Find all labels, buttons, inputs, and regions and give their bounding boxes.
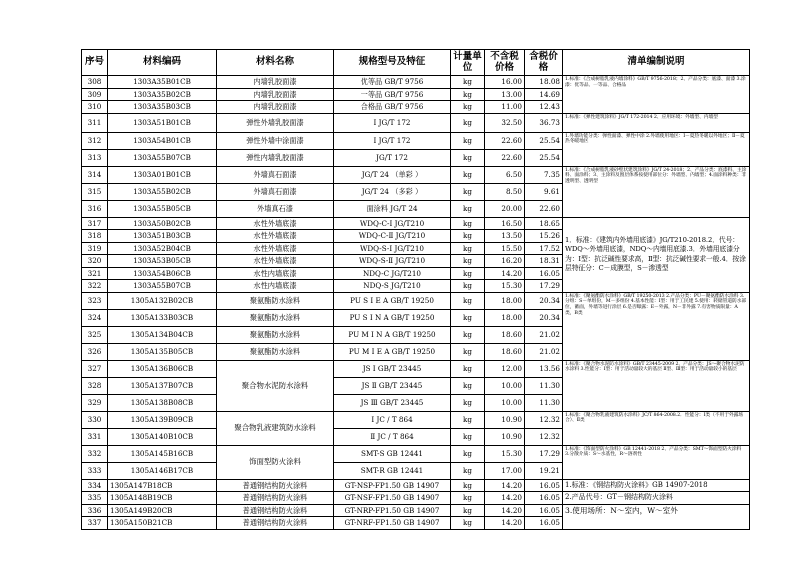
cell-price-ex: 10.00 (485, 377, 525, 394)
cell-unit: kg (451, 267, 485, 280)
cell-name: 外墙真石面漆 (217, 183, 334, 200)
cell-unit: kg (451, 377, 485, 394)
cell-seq: 334 (82, 479, 108, 492)
table-row (82, 504, 750, 517)
cell-spec: JG/T 172 (334, 149, 451, 166)
cell-price-in: 15.26 (525, 230, 563, 243)
cell-code: 1303A55B07CB (108, 149, 217, 166)
header-code: 材料编码 (108, 50, 217, 76)
note-cell: 1.外墙功能分类：弹性面漆、弹性中涂 2.外墙使用地区：Ⅰ－夏热冬暖以外地区；Ⅱ－夏热冬暖地区 (563, 132, 750, 166)
cell-name: 聚氨酯防水涂料 (217, 343, 334, 360)
cell-name: 弹性外墙乳胶面漆 (217, 113, 334, 132)
cell-code: 1305A146B17CB (108, 462, 217, 479)
cell-unit: kg (451, 88, 485, 101)
cell-unit: kg (451, 113, 485, 132)
cell-price-ex: 15.30 (485, 445, 525, 462)
cell-price-in: 22.60 (525, 200, 563, 217)
cell-seq: 337 (82, 517, 108, 530)
note-cell: 1.标准：《合成树脂乳液内墙涂料》GB/T 9756-2018；2、产品分类：底漆、面漆 3.涂漆：优等品、一等品、合格品 (563, 76, 750, 114)
cell-unit: kg (451, 280, 485, 293)
cell-spec: PU M I N A GB/T 19250 (334, 326, 451, 343)
cell-unit: kg (451, 255, 485, 268)
cell-price-in: 18.65 (525, 217, 563, 230)
cell-unit: kg (451, 394, 485, 411)
cell-price-ex: 14.20 (485, 517, 525, 530)
table-row (82, 479, 750, 492)
cell-spec: SMT-S GB 12441 (334, 445, 451, 462)
cell-unit: kg (451, 292, 485, 309)
note-cell: 1.标准：《聚合物乳液建筑防水涂料》JC/T 864-2008.2．性能分：Ⅰ类（不用于外露场合）、Ⅱ类 (563, 411, 750, 445)
note-cell: 1．标准：《建筑内外墙用底漆》JG/T210-2018.2．代号：WDQ～外墙用底漆，NDQ～内墙用底漆.3．外墙用底漆分为：Ⅰ型：抗泛碱性要求高，Ⅱ型：抗泛碱性要求一般.4．按涂层特征分：C－成膜型，S－渗透型 (563, 217, 750, 292)
cell-price-in: 12.32 (525, 411, 563, 428)
cell-name: 水性外墙底漆 (217, 217, 334, 230)
cell-name: 内墙乳胶面漆 (217, 101, 334, 114)
cell-price-in: 19.21 (525, 462, 563, 479)
cell-code: 1305A150B21CB (108, 517, 217, 530)
cell-code: 1305A148B19CB (108, 492, 217, 505)
cell-code: 1303A55B05CB (108, 200, 217, 217)
cell-name: 外墙真石漆 (217, 200, 334, 217)
cell-price-in: 21.02 (525, 326, 563, 343)
note-cell: 1.标准：《聚氨酯防水涂料》GB/T 19250-2013 2.产品分类：PU－聚氨酯防水涂料 3.分组：S－单组份，M－多组份 4.基本性能：Ⅰ型：用于工民建 5.使用：转储管道防水部位，蓄面，外墙等进行涂层 6.是否曝露：E－外露，N－非外露 7.有害物质限量：A类，B类 (563, 292, 750, 360)
cell-price-in: 16.05 (525, 267, 563, 280)
cell-spec: JG/T 24 （多彩 ） (334, 183, 451, 200)
cell-name-merged: 聚合物水泥防水涂料 (217, 360, 334, 411)
header-spec: 规格型号及特征 (334, 50, 451, 76)
material-price-table (81, 49, 750, 530)
table-row (82, 292, 750, 309)
table-header-row (82, 50, 750, 76)
cell-price-in: 16.05 (525, 479, 563, 492)
cell-code: 1305A145B16CB (108, 445, 217, 462)
cell-price-ex: 13.50 (485, 230, 525, 243)
cell-spec: Ⅰ JC / T 864 (334, 411, 451, 428)
cell-seq: 323 (82, 292, 108, 309)
cell-spec: WDQ-C-Ⅱ JG/T210 (334, 230, 451, 243)
cell-code: 1303A55B07CB (108, 280, 217, 293)
cell-seq: 321 (82, 267, 108, 280)
table-row (82, 492, 750, 505)
cell-price-in: 17.29 (525, 280, 563, 293)
cell-seq: 327 (82, 360, 108, 377)
cell-unit: kg (451, 411, 485, 428)
cell-seq: 333 (82, 462, 108, 479)
cell-spec: JS Ⅰ GB/T 23445 (334, 360, 451, 377)
cell-spec: 优等品 GB/T 9756 (334, 76, 451, 89)
cell-unit: kg (451, 326, 485, 343)
cell-code: 1303A53B05CB (108, 255, 217, 268)
cell-name-merged: 饰面型防火涂料 (217, 445, 334, 479)
cell-spec: NDQ-C JG/T210 (334, 267, 451, 280)
cell-price-ex: 14.20 (485, 492, 525, 505)
cell-unit: kg (451, 230, 485, 243)
cell-code: 1303A35B02CB (108, 88, 217, 101)
cell-unit: kg (451, 200, 485, 217)
cell-price-in: 16.05 (525, 492, 563, 505)
cell-code: 1305A140B10CB (108, 428, 217, 445)
cell-code: 1305A149B20CB (108, 504, 217, 517)
cell-unit: kg (451, 360, 485, 377)
cell-seq: 322 (82, 280, 108, 293)
cell-spec: WDQ-C-Ⅰ JG/T210 (334, 217, 451, 230)
cell-seq: 308 (82, 76, 108, 89)
cell-code: 1303A52B04CB (108, 242, 217, 255)
cell-spec: NDQ-S JG/T210 (334, 280, 451, 293)
cell-price-in: 12.32 (525, 428, 563, 445)
cell-price-ex: 13.00 (485, 88, 525, 101)
cell-unit: kg (451, 242, 485, 255)
cell-price-in: 12.43 (525, 101, 563, 114)
cell-price-in: 11.30 (525, 394, 563, 411)
table-row (82, 113, 750, 132)
cell-code: 1305A137B07CB (108, 377, 217, 394)
table-row (82, 445, 750, 462)
cell-name: 内墙乳胶面漆 (217, 88, 334, 101)
table-row (82, 217, 750, 230)
cell-spec: GT-NSP-FP1.50 GB 14907 (334, 479, 451, 492)
cell-spec: JS Ⅱ GB/T 23445 (334, 377, 451, 394)
cell-name: 普通钢结构防火涂料 (217, 479, 334, 492)
cell-price-in: 21.02 (525, 343, 563, 360)
cell-name: 普通钢结构防火涂料 (217, 504, 334, 517)
cell-price-ex: 16.00 (485, 76, 525, 89)
cell-price-ex: 8.50 (485, 183, 525, 200)
cell-price-in: 18.08 (525, 76, 563, 89)
cell-price-ex: 14.20 (485, 504, 525, 517)
cell-unit: kg (451, 492, 485, 505)
cell-spec: SMT-R GB 12441 (334, 462, 451, 479)
cell-unit: kg (451, 76, 485, 89)
cell-unit: kg (451, 166, 485, 183)
cell-price-in: 25.54 (525, 132, 563, 149)
cell-unit: kg (451, 504, 485, 517)
cell-unit: kg (451, 517, 485, 530)
cell-spec: 一等品 GB/T 9756 (334, 88, 451, 101)
cell-name: 外墙真石面漆 (217, 166, 334, 183)
table-row (82, 76, 750, 89)
cell-seq: 312 (82, 132, 108, 149)
cell-price-ex: 14.20 (485, 479, 525, 492)
cell-code: 1303A51B01CB (108, 113, 217, 132)
cell-unit: kg (451, 132, 485, 149)
cell-seq: 332 (82, 445, 108, 462)
cell-spec: I JG/T 172 (334, 132, 451, 149)
cell-name: 水性内墙底漆 (217, 267, 334, 280)
cell-spec: JG/T 24 （单彩 ） (334, 166, 451, 183)
cell-price-ex: 18.60 (485, 343, 525, 360)
cell-seq: 315 (82, 183, 108, 200)
cell-name: 水性外墙底漆 (217, 255, 334, 268)
cell-unit: kg (451, 462, 485, 479)
cell-seq: 318 (82, 230, 108, 243)
cell-price-ex: 10.00 (485, 394, 525, 411)
table-row (82, 132, 750, 149)
cell-code: 1305A138B08CB (108, 394, 217, 411)
cell-spec: GT-NSF-FP1.50 GB 14907 (334, 492, 451, 505)
note-cell: 1.标准：《聚合物水泥防水涂料》GB/T 23445-2009 2、产品分类：JS～聚合物水泥防水涂料 3.性能分：Ⅰ型：用于活动量较大的基层 Ⅱ型、Ⅲ型：用于活动量较小的基层 (563, 360, 750, 411)
note-cell: 1.标准：《钢结构防火涂料》GB 14907-2018 (563, 479, 750, 492)
cell-unit: kg (451, 343, 485, 360)
cell-spec: PU S I N A GB/T 19250 (334, 309, 451, 326)
cell-price-in: 17.29 (525, 445, 563, 462)
cell-price-ex: 11.00 (485, 101, 525, 114)
cell-unit: kg (451, 101, 485, 114)
cell-code: 1305A134B04CB (108, 326, 217, 343)
cell-seq: 316 (82, 200, 108, 217)
cell-unit: kg (451, 149, 485, 166)
cell-price-in: 13.56 (525, 360, 563, 377)
note-cell: 1.标准：《弹性建筑涂料》JG/T 172-2014 2、应用环境：外墙型、内墙型 (563, 113, 750, 132)
cell-spec: GT-NRP-FP1.50 GB 14907 (334, 504, 451, 517)
cell-price-ex: 10.90 (485, 428, 525, 445)
cell-name: 普通钢结构防火涂料 (217, 517, 334, 530)
cell-price-in: 11.30 (525, 377, 563, 394)
cell-price-ex: 22.60 (485, 132, 525, 149)
cell-seq: 309 (82, 88, 108, 101)
cell-seq: 319 (82, 242, 108, 255)
cell-code: 1303A35B03CB (108, 101, 217, 114)
cell-spec: 面涂料 JG/T 24 (334, 200, 451, 217)
cell-price-in: 36.73 (525, 113, 563, 132)
table-row (82, 411, 750, 428)
cell-name-merged: 聚合物乳液建筑防水涂料 (217, 411, 334, 445)
cell-price-in: 20.34 (525, 309, 563, 326)
cell-price-ex: 14.20 (485, 267, 525, 280)
cell-price-ex: 32.50 (485, 113, 525, 132)
cell-price-ex: 20.00 (485, 200, 525, 217)
cell-seq: 317 (82, 217, 108, 230)
header-description: 清单编制说明 (563, 50, 750, 76)
cell-seq: 336 (82, 504, 108, 517)
cell-name: 聚氨酯防水涂料 (217, 326, 334, 343)
cell-unit: kg (451, 479, 485, 492)
cell-spec: GT-NRF-FP1.50 GB 14907 (334, 517, 451, 530)
cell-price-in: 25.54 (525, 149, 563, 166)
cell-code: 1303A55B02CB (108, 183, 217, 200)
cell-seq: 331 (82, 428, 108, 445)
cell-seq: 326 (82, 343, 108, 360)
cell-code: 1303A54B06CB (108, 267, 217, 280)
header-price-in-tax: 含税价格 (525, 50, 563, 76)
cell-price-in: 7.35 (525, 166, 563, 183)
cell-seq: 325 (82, 326, 108, 343)
cell-price-ex: 18.00 (485, 292, 525, 309)
table-row (82, 360, 750, 377)
cell-code: 1303A54B01CB (108, 132, 217, 149)
cell-name: 聚氨酯防水涂料 (217, 292, 334, 309)
cell-spec: WDQ-S-Ⅰ JG/T210 (334, 242, 451, 255)
cell-code: 1303A51B03CB (108, 230, 217, 243)
cell-name: 水性外墙底漆 (217, 230, 334, 243)
cell-code: 1305A136B06CB (108, 360, 217, 377)
cell-spec: Ⅱ JC / T 864 (334, 428, 451, 445)
cell-price-ex: 15.50 (485, 242, 525, 255)
cell-name: 聚氨酯防水涂料 (217, 309, 334, 326)
cell-price-ex: 15.30 (485, 280, 525, 293)
cell-price-in: 9.61 (525, 183, 563, 200)
cell-seq: 329 (82, 394, 108, 411)
note-cell: 2.产品代号：GT－钢结构防火涂料 (563, 492, 750, 505)
cell-seq: 324 (82, 309, 108, 326)
cell-price-ex: 22.60 (485, 149, 525, 166)
cell-code: 1305A147B18CB (108, 479, 217, 492)
cell-price-in: 20.34 (525, 292, 563, 309)
cell-name: 内墙乳胶面漆 (217, 76, 334, 89)
cell-code: 1303A35B01CB (108, 76, 217, 89)
cell-unit: kg (451, 183, 485, 200)
cell-code: 1303A01B01CB (108, 166, 217, 183)
cell-price-in: 16.05 (525, 504, 563, 517)
cell-spec: PU M I E A GB/T 19250 (334, 343, 451, 360)
cell-name: 普通钢结构防火涂料 (217, 492, 334, 505)
cell-price-ex: 6.50 (485, 166, 525, 183)
cell-unit: kg (451, 428, 485, 445)
note-cell: 3.使用场所：N～室内，W～室外 (563, 504, 750, 529)
cell-seq: 330 (82, 411, 108, 428)
cell-price-ex: 17.00 (485, 462, 525, 479)
cell-name: 弹性内墙乳胶面漆 (217, 149, 334, 166)
cell-seq: 314 (82, 166, 108, 183)
cell-price-ex: 10.90 (485, 411, 525, 428)
cell-unit: kg (451, 445, 485, 462)
cell-price-ex: 16.50 (485, 217, 525, 230)
cell-seq: 311 (82, 113, 108, 132)
cell-spec: 合格品 GB/T 9756 (334, 101, 451, 114)
cell-name: 弹性外墙中涂面漆 (217, 132, 334, 149)
cell-price-ex: 18.60 (485, 326, 525, 343)
cell-price-in: 14.69 (525, 88, 563, 101)
header-name: 材料名称 (217, 50, 334, 76)
cell-spec: WDQ-S-Ⅱ JG/T210 (334, 255, 451, 268)
cell-code: 1305A135B05CB (108, 343, 217, 360)
cell-price-ex: 16.20 (485, 255, 525, 268)
cell-unit: kg (451, 217, 485, 230)
cell-seq: 328 (82, 377, 108, 394)
note-cell: 1.标准：《饰面型防火涂料》GB 12441-2018 2、产品分类：SMT～饰面型防火涂料 3.分散介质：S～水基性，R～溶剂性 (563, 445, 750, 479)
cell-price-in: 17.52 (525, 242, 563, 255)
cell-seq: 310 (82, 101, 108, 114)
cell-price-ex: 18.00 (485, 309, 525, 326)
cell-seq: 313 (82, 149, 108, 166)
cell-unit: kg (451, 309, 485, 326)
cell-code: 1305A132B02CB (108, 292, 217, 309)
cell-code: 1303A50B02CB (108, 217, 217, 230)
cell-code: 1305A133B03CB (108, 309, 217, 326)
cell-price-in: 16.05 (525, 517, 563, 530)
table-row (82, 166, 750, 183)
header-unit: 计量单位 (451, 50, 485, 76)
cell-spec: I JG/T 172 (334, 113, 451, 132)
note-cell: 1.标准：《合成树脂乳液砂壁状建筑涂料》JG/T 24-2018；2、产品分类：底漆料、主涂料、面涂料；3、主涂料及围层体系按使用部位分：外墙型、内墙型；4.面涂料种类：非透明型、透明型 (563, 166, 750, 217)
cell-seq: 335 (82, 492, 108, 505)
cell-spec: JS Ⅲ GB/T 23445 (334, 394, 451, 411)
header-price-ex-tax: 不含税价格 (485, 50, 525, 76)
cell-name: 水性外墙底漆 (217, 242, 334, 255)
cell-seq: 320 (82, 255, 108, 268)
cell-name: 水性内墙底漆 (217, 280, 334, 293)
header-seq: 序号 (82, 50, 108, 76)
cell-price-ex: 12.00 (485, 360, 525, 377)
cell-spec: PU S I E A GB/T 19250 (334, 292, 451, 309)
cell-code: 1305A139B09CB (108, 411, 217, 428)
cell-price-in: 18.31 (525, 255, 563, 268)
